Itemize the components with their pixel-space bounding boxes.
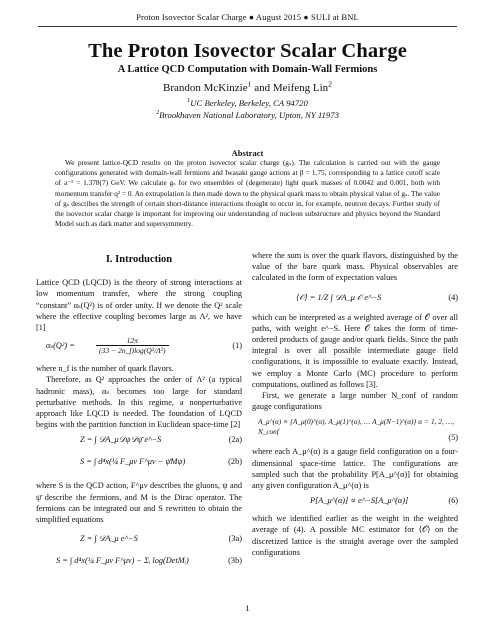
right-column <box>252 250 458 558</box>
paragraph: where each A_μ^(α) is a gauge field configuration on a four-dimensional space-time lattice. The configurations are sampled such that the probability P[A_μ^(α)] for obtaining any given configuration A_μ^(α) is <box>252 447 458 491</box>
author-conjunction: and <box>251 82 273 94</box>
author-name: Meifeng Lin <box>272 82 329 94</box>
equation-fraction <box>96 336 169 355</box>
equation-number: (3a) <box>228 534 242 544</box>
paragraph: where the sum is over the quark flavors, distinguished by the value of the bare quark mass. Physical observables are calculated in the form of expectation values <box>252 251 458 283</box>
equation-1 <box>36 333 242 363</box>
running-header: Proton Isovector Scalar Charge ● August 2015 ● SULI at BNL <box>136 12 359 22</box>
equation-body: S = ∫ d⁴x(¼ F_μν F^μν − ψ̄Mψ) <box>80 457 186 467</box>
affiliation-mark: 2 <box>156 110 160 117</box>
equation-2a <box>36 430 242 452</box>
paper-title: The Proton Isovector Scalar Charge <box>88 40 407 62</box>
fraction-denominator: (33 − 2n_f)log(Q²/Λ²) <box>99 346 166 356</box>
page-number: 1 <box>245 603 250 613</box>
equation-body: A_μ^(α) ≡ {A_μ(0)^(α), A_μ(1)^(α), … A_μ(N−1)^(α)} α = 1, 2, …, N_conf <box>258 418 454 437</box>
paragraph: which we identified earlier as the weight in the weighted average of (4). A possible MC estimator for ⟨𝒪⟩ on the discretized lattice is the straight average over the sampled configurations <box>252 514 458 557</box>
author-affiliation-mark: 2 <box>328 79 332 89</box>
author-affiliation-mark: 1 <box>247 79 252 89</box>
section-title: I. Introduction <box>105 254 173 265</box>
affiliation-text: UC Berkeley, Berkeley, CA 94720 <box>190 98 308 108</box>
equation-6 <box>252 491 458 513</box>
equation-lhs: αₛ(Q²) = <box>46 341 75 351</box>
equation-body: Z = ∫ 𝒟A_μ e^−S <box>80 534 138 544</box>
equation-number: (4) <box>448 292 458 302</box>
equation-body: Z = ∫ 𝒟A_μ𝒟ψ𝒟ψ̄ e^−S <box>80 435 162 445</box>
left-column <box>36 250 242 573</box>
paragraph: Therefore, as Q² approaches the order of Λ² (a typical hadronic mass), αₛ becomes too large for standard perturbative methods. In this regime, a nonperturbative approach like LQCD is needed. The foundation of LQCD begins with the partition function in Euclidean space-time [2] <box>36 375 242 430</box>
affiliation-mark: 1 <box>187 98 191 105</box>
paragraph: where S is the QCD action, F^μν describes the gluons, ψ and ψ̄ describe the fermions, and M is the Dirac operator. The fermions can be integrated out and S rewritten to obtain the simplified equations <box>36 481 242 525</box>
equation-body: P[A_μ^(α)] ∝ e^−S[A_μ^(α)] <box>310 496 409 506</box>
affiliation-1 <box>0 98 495 108</box>
equation-3b <box>36 551 242 573</box>
equation-4 <box>252 284 458 312</box>
paragraph: where n_f is the number of quark flavors. <box>36 364 174 374</box>
paragraph: which can be interpreted as a weighted average of 𝒪 over all paths, with weight e^−S. Here 𝒪 takes the form of time-ordered products of gauge and/or quark fields. Since the path integral is over all possible intermediate gauge field configurations, it is impossible to evaluate exactly. Instead, we employ a Monte Carlo (MC) procedure to perform computations, outlined as follows [3]. <box>252 312 458 389</box>
abstract-body: We present lattice-QCD results on the proton isovector scalar charge (gₛ). The calculation is carried out with the gauge configurations generated with domain-wall fermions and Iwasaki gauge actions at β = 1.75, corresponding to a lattice cutoff scale of a⁻¹ = 1.378(7) GeV. We calculate gₛ for two ensembles of (degenerate) light quark masses of 0.0042 and 0.001, both with momentum transfer q² = 0. An extrapolation is then made down to the physical quark mass to obtain physical value of gₛ. The value of gₛ describes the strength of certain short-distance interactions thought to occur in, for example, neutron decays. Further study of the isovector scalar charge is important for improving our understanding of nucleon substructure and physics beyond the Standard Model such as dark matter and supersymmetry. <box>55 158 440 229</box>
paragraph: Lattice QCD (LQCD) is the theory of strong interactions at low momentum transfer, where the strong coupling “constant” αₛ(Q²) is of order unity. If we denote the Q² scale where the effective coupling becomes large as Λ², we have [1] <box>36 278 242 333</box>
abstract-title: Abstract <box>231 148 264 158</box>
equation-number: (6) <box>448 496 458 506</box>
affiliation-2 <box>0 110 495 120</box>
equation-body: S = ∫ d⁴x(¼ F_μν F^μν) − Σᵢ log(DetMᵢ) <box>56 556 189 566</box>
paragraph: First, we generate a large number N_conf of random gauge configurations <box>252 391 458 412</box>
fraction-numerator: 12π <box>96 336 169 346</box>
paper-subtitle: A Lattice QCD Computation with Domain-Wall Fermions <box>117 64 378 75</box>
equation-number: (5) <box>448 433 458 443</box>
equation-number: (3b) <box>228 556 242 566</box>
equation-number: (2b) <box>228 457 242 467</box>
equation-2b <box>36 452 242 474</box>
equation-5 <box>252 412 458 446</box>
header-rule <box>38 26 457 27</box>
equation-3a <box>36 529 242 551</box>
equation-body: ⟨𝒪⟩ = 1/Z ∫ 𝒟A_μ 𝒪 e^−S <box>296 292 382 302</box>
equation-number: (1) <box>232 341 242 351</box>
equation-number: (2a) <box>228 435 242 445</box>
author-name: Brandon McKinzie <box>163 82 248 94</box>
author-line <box>0 79 495 94</box>
affiliation-text: Brookhaven National Laboratory, Upton, NY 11973 <box>159 110 339 120</box>
